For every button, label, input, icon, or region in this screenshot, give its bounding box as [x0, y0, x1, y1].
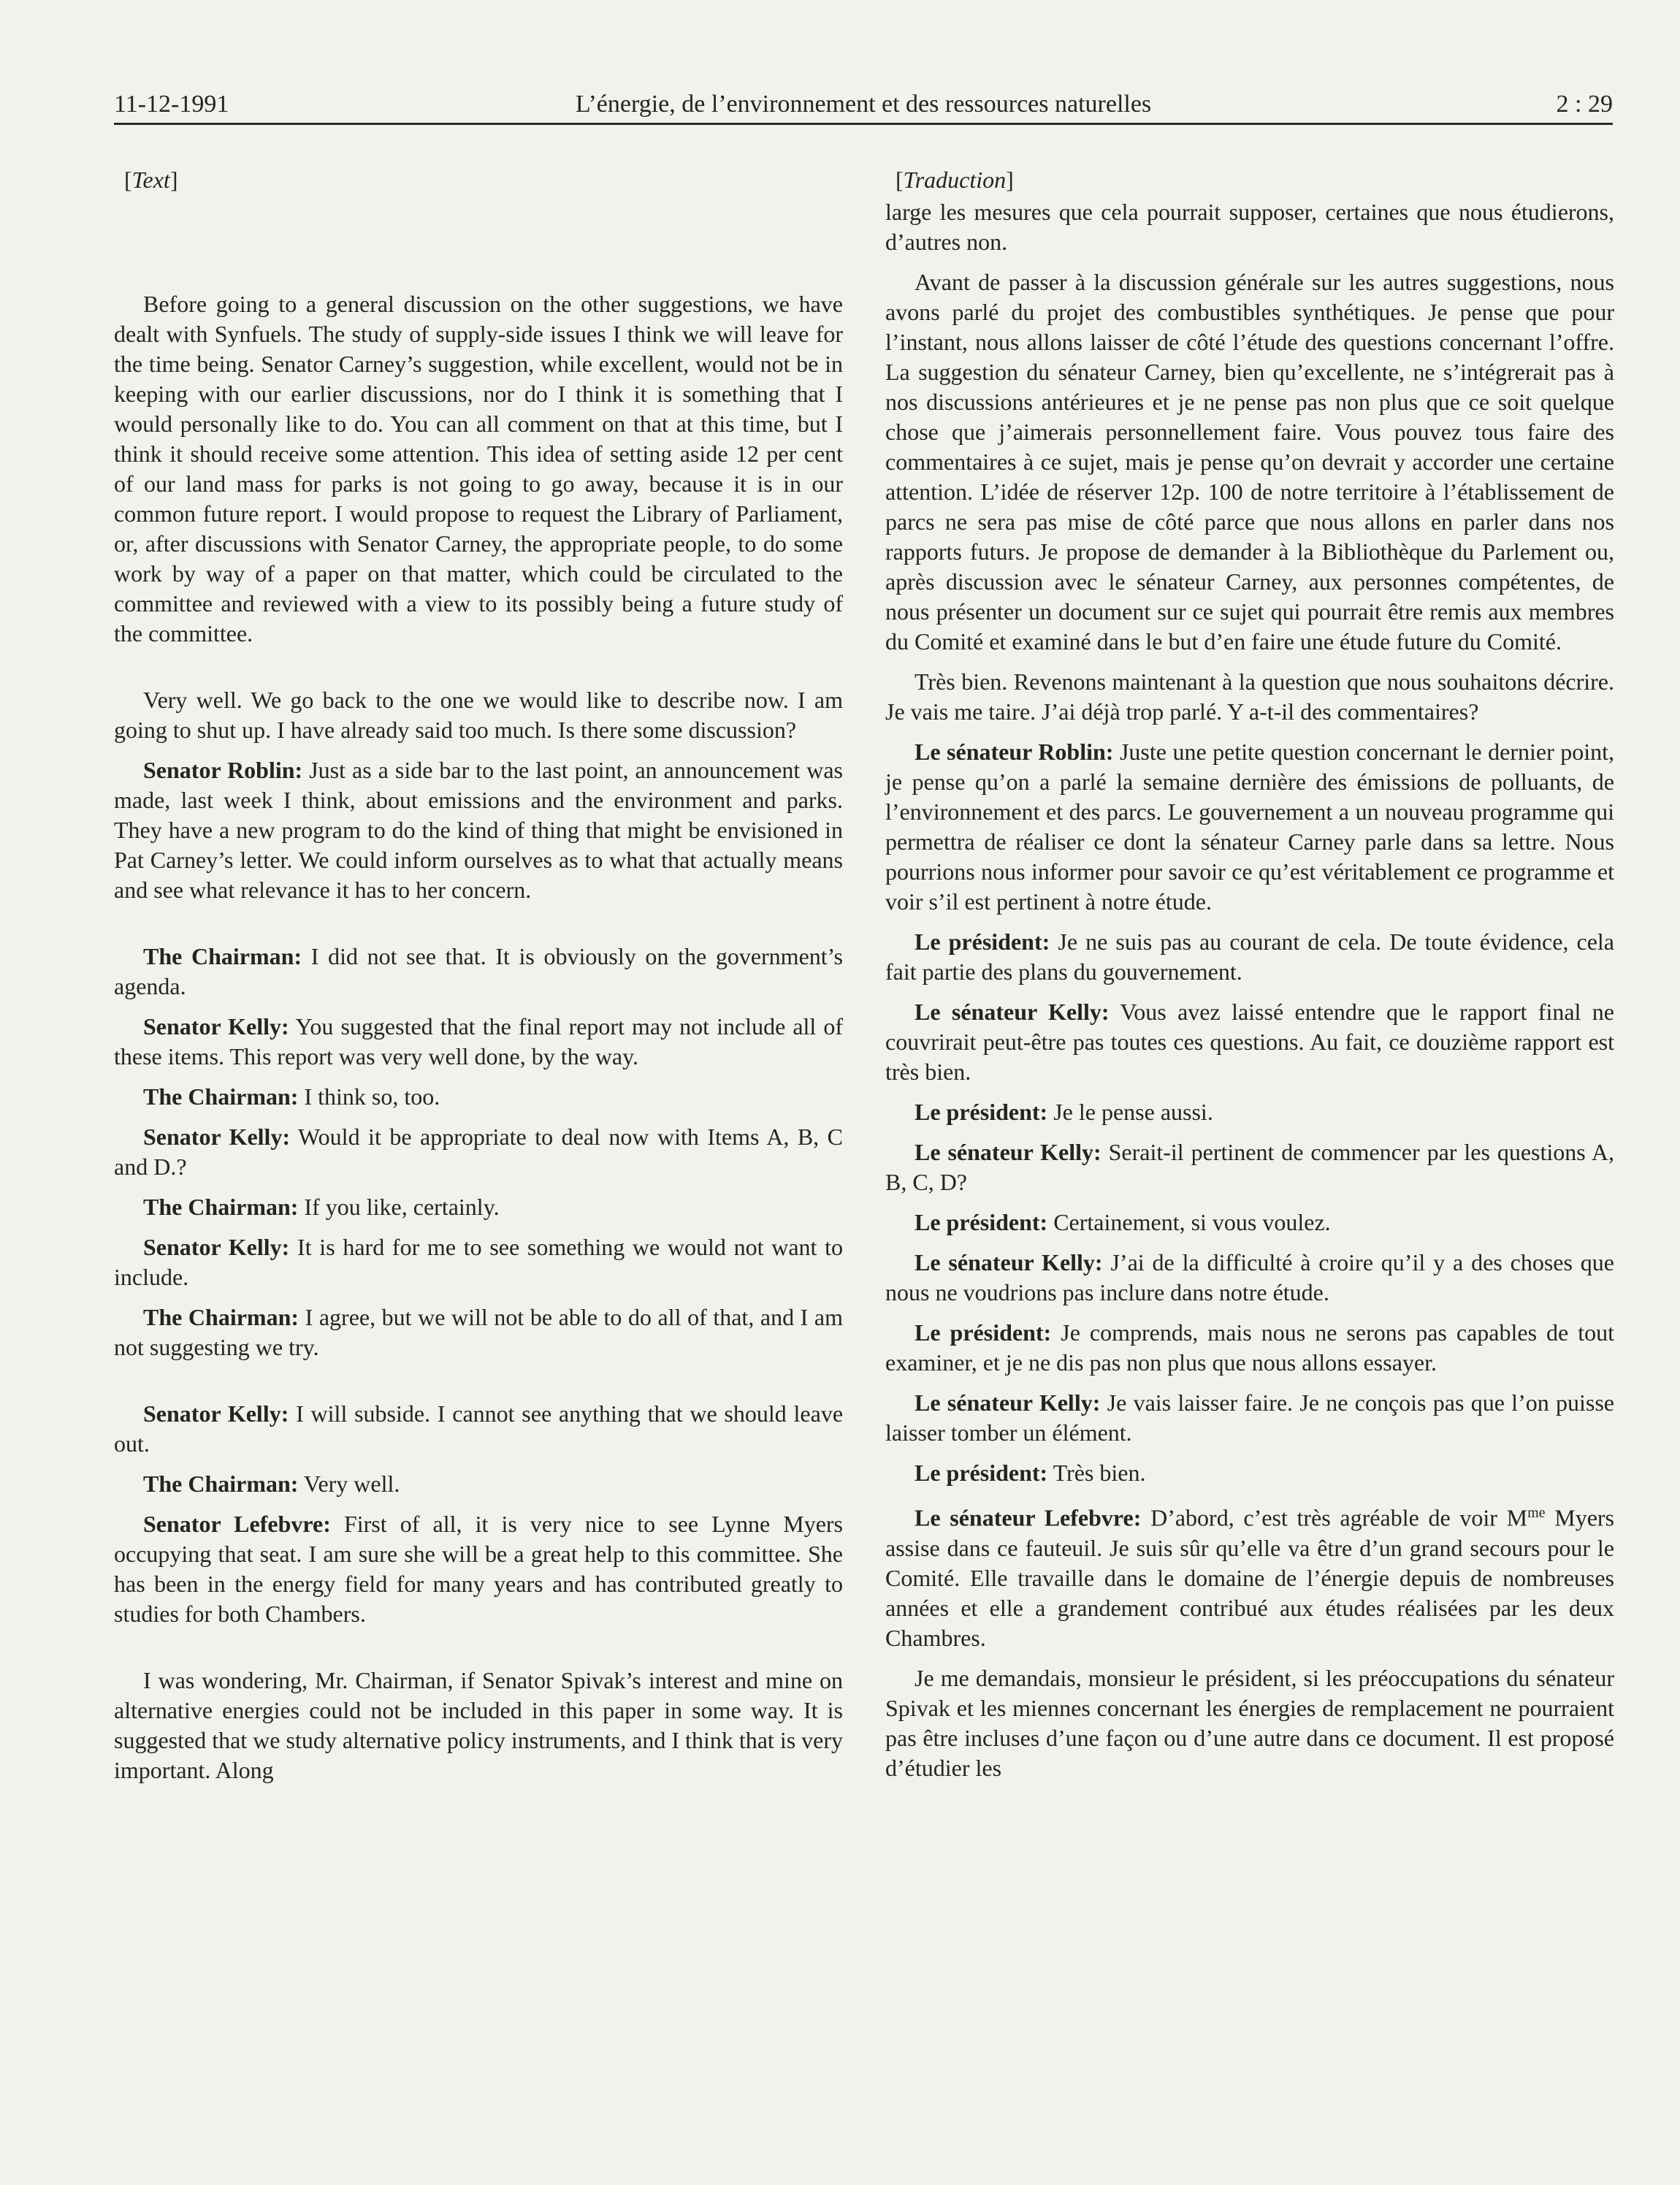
speech-text: I did not see that. It is obviously on the government’s agenda. [114, 943, 844, 999]
paragraph: large les mesures que cela pourrait supposer, certaines que nous étudierons, d’autres non. [885, 199, 1614, 255]
speaker-turn [114, 1192, 843, 1222]
paragraph: I was wondering, Mr. Chairman, if Senator Spivak’s interest and mine on alternative energies could not be included in this paper in some way. It is suggested that we study alternative policy instruments, and I think that is very important. Along [114, 1667, 844, 1783]
speaker-turn [885, 1097, 1614, 1127]
speaker-name: Senator Kelly: [143, 1234, 290, 1260]
speaker-turn [114, 1012, 843, 1072]
speech-text: Je ne suis pas au courant de cela. De toute évidence, cela fait partie des plans du gouvernement. [885, 928, 1615, 985]
paragraph: Very well. We go back to the one we would like to describe now. I am going to shut up. I have already said too much. Is there some discussion? [114, 687, 843, 743]
speaker-turn [114, 1399, 843, 1459]
speaker-turn [114, 942, 843, 1002]
speech-text: Je le pense aussi. [1053, 1099, 1213, 1125]
speaker-turn [885, 1458, 1614, 1488]
speaker-name: Senator Roblin: [143, 757, 303, 783]
header-date: 11-12-1991 [114, 91, 229, 118]
speaker-turn [885, 1208, 1614, 1238]
speaker-name: Le sénateur Kelly: [915, 999, 1110, 1025]
speech-text: J’ai de la difficulté à croire qu’il y a des choses que nous ne voudrions pas inclure dans notre étude. [885, 1249, 1615, 1305]
speech-text: Je comprends, mais nous ne serons pas capables de tout examiner, et je ne dis pas non plus que nous allons essayer. [885, 1319, 1615, 1376]
speech-text: If you like, certainly. [304, 1194, 500, 1220]
speaker-turn [114, 1122, 843, 1182]
speaker-turn [114, 1509, 843, 1629]
speech-text: It is hard for me to see something we would not want to include. [114, 1234, 844, 1290]
speaker-name: The Chairman: [143, 943, 302, 969]
speech-text: D’abord, c’est très agréable de voir M [1150, 1504, 1528, 1531]
column-label-traduction: [Traduction] [896, 167, 1014, 193]
speech-text: I agree, but we will not be able to do all of that, and I am not suggesting we try. [114, 1304, 844, 1360]
speaker-turn [114, 1232, 843, 1292]
speech-text: Certainement, si vous voulez. [1053, 1209, 1331, 1235]
speaker-name: Le président: [915, 1319, 1052, 1346]
speech-text: Vous avez laissé entendre que le rapport final ne couvrirait peut-être pas toutes ces questions. Au fait, ce douzième rapport est très bien. [885, 999, 1615, 1085]
speaker-turn [885, 1248, 1614, 1308]
paragraph: Très bien. Revenons maintenant à la question que nous souhaitons décrire. Je vais me taire. J’ai déjà trop parlé. Y a-t-il des commentaires? [885, 668, 1614, 725]
page-number: 2 : 29 [1556, 91, 1613, 118]
speaker-name: Le président: [915, 928, 1050, 955]
speech-text: Myers assise dans ce fauteuil. Je suis sûr qu’elle va être d’un grand secours pour le Comité. Elle travaille dans le domaine de l’énergie depuis de nombreuses années et elle a grandement contribué aux études réalisées par les deux Chambres. [885, 1504, 1614, 1651]
speech-text: You suggested that the final report may not include all of these items. This report was very well done, by the way. [114, 1013, 844, 1069]
speech-text: Just as a side bar to the last point, an announcement was made, last week I think, about emissions and the environment and parks. They have a new program to do the kind of thing that might be envisioned in Pat Carney’s letter. We could inform ourselves as to what that actually means and see what relevance it has to her concern. [114, 757, 844, 903]
speaker-name: Le sénateur Lefebvre: [915, 1504, 1142, 1531]
speaker-name: Senator Kelly: [143, 1124, 291, 1150]
header-title: L’énergie, de l’environnement et des ressources naturelles [575, 91, 1152, 118]
speaker-name: Le sénateur Kelly: [915, 1139, 1101, 1165]
speech-text: Je vais laisser faire. Je ne conçois pas que l’on puisse laisser tomber un élément. [885, 1389, 1615, 1446]
speaker-name: Le sénateur Kelly: [915, 1389, 1101, 1416]
speaker-turn [885, 927, 1614, 987]
speaker-name: The Chairman: [143, 1083, 299, 1110]
speaker-name: Senator Lefebvre: [143, 1511, 331, 1537]
speech-text: Serait-il pertinent de commencer par les questions A, B, C, D? [885, 1139, 1615, 1195]
speaker-name: The Chairman: [143, 1471, 299, 1497]
paragraph: Je me demandais, monsieur le président, si les préoccupations du sénateur Spivak et les miennes concernant les énergies de remplacement ne pourraient pas être incluses d’une façon ou d’une autre dans ce document. Il est proposé d’étudier les [885, 1664, 1614, 1781]
header-rule [114, 123, 1613, 125]
speaker-turn [885, 1388, 1614, 1448]
speaker-name: Le président: [915, 1209, 1048, 1235]
speaker-turn [114, 1082, 843, 1112]
english-column [114, 162, 843, 1796]
speaker-name: Le président: [915, 1460, 1048, 1486]
paragraph: Avant de passer à la discussion générale sur les autres suggestions, nous avons parlé du projet des combustibles synthétiques. Je pense que pour l’instant, nous allons laisser de côté l’étude des questions concernant l’offre. La suggestion du sénateur Carney, bien qu’excellente, ne s’intégrerait pas à nos discussions antérieures et je ne pense pas non plus que ce soit quelque chose que j’aimerais personnellement faire. Vous pouvez tous faire des commentaires à ce sujet, mais je pense qu’on devrait y accorder une certaine attention. L’idée de réserver 12p. 100 de notre territoire à l’établissement de parcs ne sera pas mise de côté parce que nous allons en parler dans nos rapports futurs. Je propose de demander à la Bibliothèque du Parlement ou, après discussion avec le sénateur Carney, aux personnes compétentes, de nous présenter un document sur ce sujet qui pourrait être remis aux membres du Comité et examiné dans le but d’en faire une étude future du Comité. [885, 269, 1614, 655]
speaker-turn [114, 1303, 843, 1362]
speech-text: Juste une petite question concernant le dernier point, je pense qu’on a parlé la semaine dernière des émissions de polluants, de l’environnement et des parcs. Le gouvernement a un nouveau programme qui permettra de réaliser ce dont la sénateur Carney parle dans sa lettre. Nous pourrions nous informer pour savoir ce qu’est véritablement ce programme et voir s’il est pertinent à notre étude. [885, 739, 1615, 915]
speaker-turn [885, 1498, 1614, 1653]
speaker-turn [114, 1469, 843, 1499]
speech-text: I will subside. I cannot see anything that we should leave out. [114, 1400, 844, 1457]
speaker-turn [885, 997, 1614, 1087]
speaker-name: Senator Kelly: [143, 1400, 289, 1427]
speaker-turn [885, 1318, 1614, 1378]
speech-text: Très bien. [1053, 1460, 1146, 1486]
speaker-name: Le sénateur Roblin: [915, 739, 1114, 765]
speech-text: I think so, too. [304, 1083, 440, 1110]
paragraph: Before going to a general discussion on the other suggestions, we have dealt with Synfuels. The study of supply-side issues I think we will leave for the time being. Senator Carney’s suggestion, while excellent, would not be in keeping with our earlier discussions, nor do I think it is something that I would personally like to do. You can all comment on that at this time, but I think it should receive some attention. This idea of setting aside 12 per cent of our land mass for parks is not going to go away, because it is in our common future report. I would propose to request the Library of Parliament, or, after discussions with Senator Carney, the appropriate people, to do some work by way of a paper on that matter, which could be circulated to the committee and reviewed with a view to its possibly being a future study of the committee. [114, 291, 843, 647]
speaker-name: Le sénateur Kelly: [915, 1249, 1103, 1275]
column-label-text: [Text] [124, 167, 178, 193]
superscript: me [1527, 1505, 1546, 1521]
speaker-turn [885, 1137, 1614, 1197]
speaker-turn [114, 755, 843, 905]
speaker-turn [885, 737, 1614, 917]
speaker-name: Senator Kelly: [143, 1013, 289, 1040]
speaker-name: The Chairman: [143, 1304, 299, 1330]
speech-text: First of all, it is very nice to see Lynne Myers occupying that seat. I am sure she will be a great help to this committee. She has been in the energy field for many years and has contributed greatly to studies for both Chambers. [114, 1511, 843, 1627]
speech-text: Very well. [303, 1471, 400, 1497]
speaker-name: Le président: [915, 1099, 1048, 1125]
french-column [885, 162, 1614, 1793]
page-header [114, 86, 1613, 123]
speaker-name: The Chairman: [143, 1194, 299, 1220]
speech-text: Would it be appropriate to deal now with Items A, B, C and D.? [114, 1124, 844, 1180]
